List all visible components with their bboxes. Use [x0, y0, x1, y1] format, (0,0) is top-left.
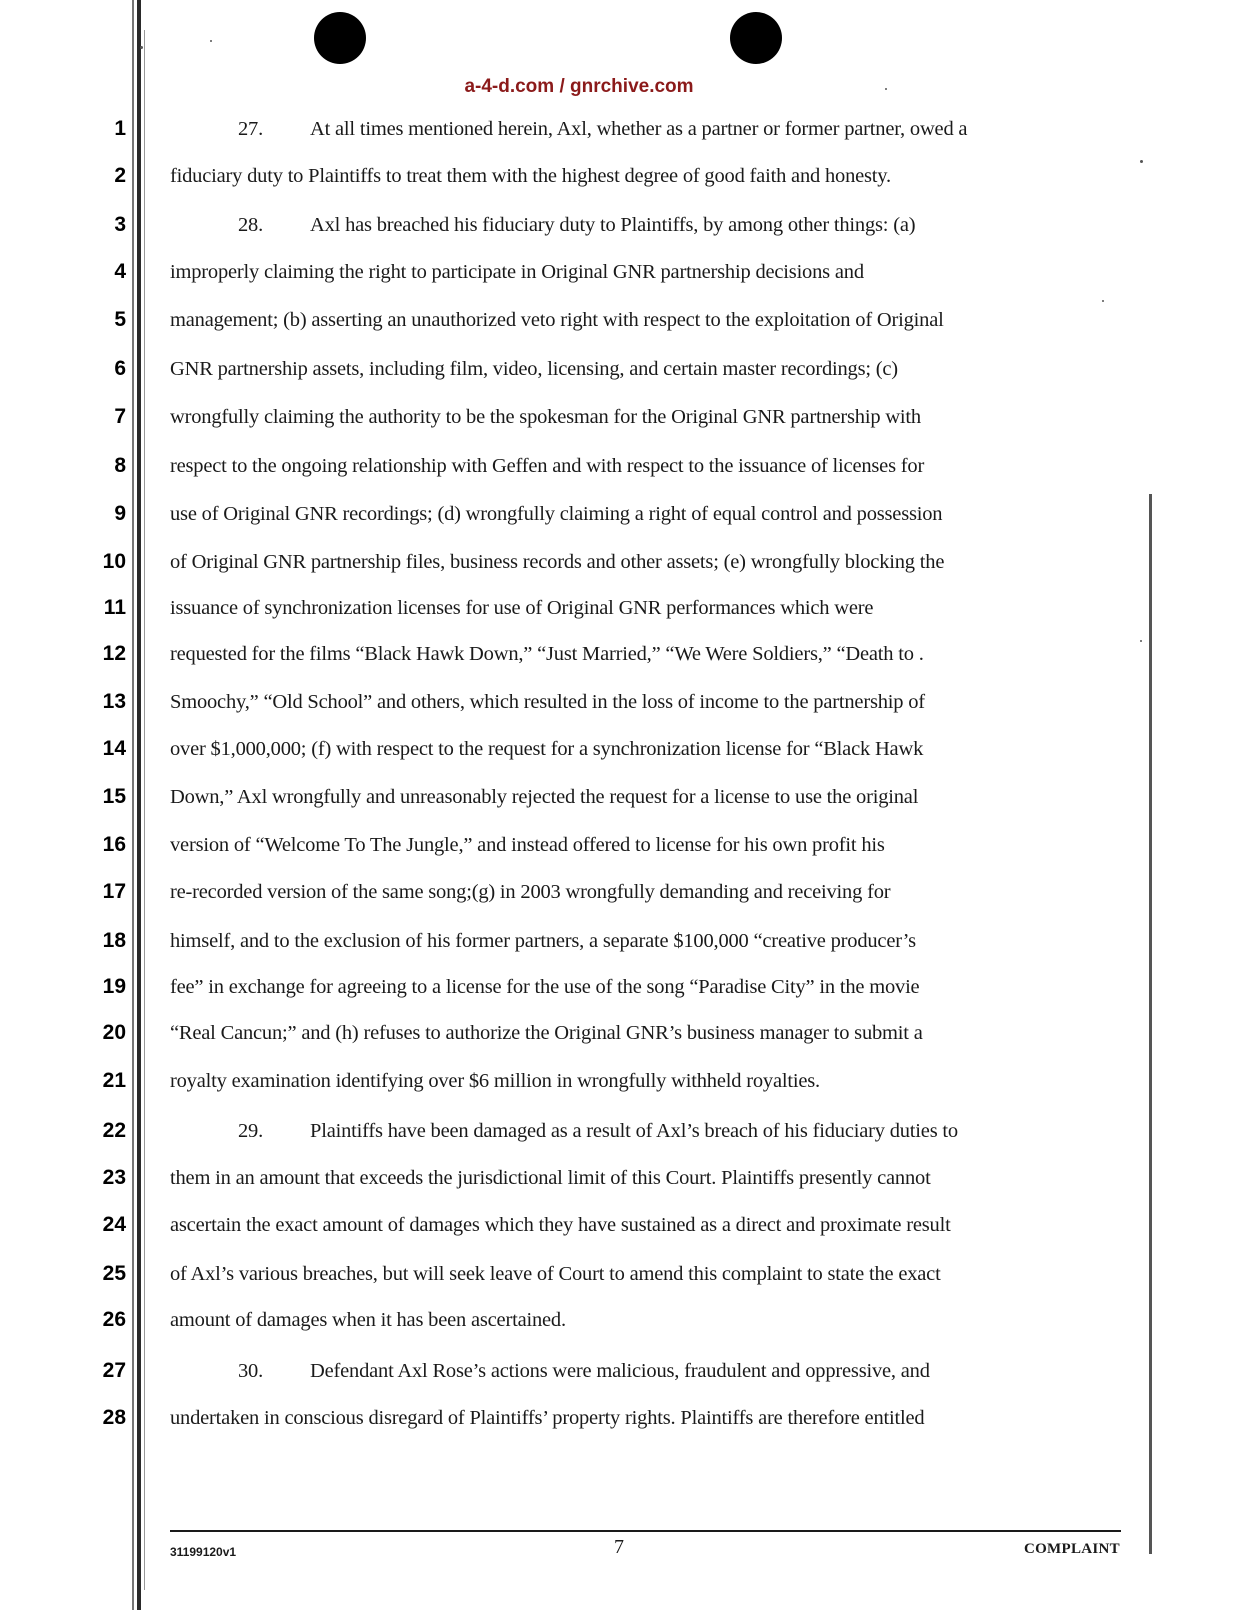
watermark: a-4-d.com / gnrchive.com [464, 76, 694, 97]
margin-rule [132, 0, 134, 1610]
line-number: 1 [114, 117, 126, 140]
text-line-5: management; (b) asserting an unauthorized veto right with respect to the exploitation of Original [170, 309, 944, 331]
paragraph-number: 27. [238, 118, 264, 140]
paragraph-number: 28. [238, 214, 264, 236]
line-number: 11 [103, 596, 126, 619]
text-line-11: issuance of synchronization licenses for use of Original GNR performances which were [170, 597, 874, 619]
line-number: 3 [114, 213, 126, 236]
line-number: 9 [114, 502, 126, 525]
text-line-3: 28. Axl has breached his fiduciary duty to Plaintiffs, by among other things: (a) [238, 214, 916, 236]
margin-rule [137, 0, 141, 1610]
line-number: 15 [102, 785, 126, 808]
footer-title: COMPLAINT [1023, 1541, 1120, 1557]
text-line-4: improperly claiming the right to participate in Original GNR partnership decisions and [170, 261, 864, 283]
text-line-26: amount of damages when it has been ascertained. [170, 1309, 566, 1331]
text-line-21: royalty examination identifying over $6 million in wrongfully withheld royalties. [170, 1070, 820, 1092]
text-line-24: ascertain the exact amount of damages which they have sustained as a direct and proximate result [170, 1214, 951, 1236]
line-number: 16 [102, 833, 126, 856]
text-line-19: fee” in exchange for agreeing to a license for the use of the song “Paradise City” in the movie [170, 976, 920, 998]
line-number: 12 [102, 642, 126, 665]
line-number: 10 [102, 550, 126, 573]
punch-hole [730, 12, 782, 64]
line-number: 28 [102, 1406, 126, 1429]
text-line-17: re-recorded version of the same song;(g) in 2003 wrongfully demanding and receiving for [170, 881, 891, 903]
line-number: 4 [114, 260, 126, 283]
text-line-10: of Original GNR partnership files, business records and other assets; (e) wrongfully blocking the [170, 551, 945, 573]
line-number: 26 [102, 1308, 126, 1331]
line-number: 23 [102, 1166, 126, 1189]
line-number: 13 [102, 690, 126, 713]
text-line-15: Down,” Axl wrongfully and unreasonably rejected the request for a license to use the original [170, 786, 919, 808]
footer-doc-id: 31199120v1 [170, 1545, 237, 1559]
text-line-2: fiduciary duty to Plaintiffs to treat them with the highest degree of good faith and honesty. [170, 165, 891, 187]
text-line-22: 29. Plaintiffs have been damaged as a result of Axl’s breach of his fiduciary duties to [238, 1120, 958, 1142]
text-line-7: wrongfully claiming the authority to be the spokesman for the Original GNR partnership with [170, 406, 921, 428]
line-number: 20 [102, 1021, 126, 1044]
text-line-8: respect to the ongoing relationship with Geffen and with respect to the issuance of licenses for [170, 455, 925, 477]
text-line-23: them in an amount that exceeds the jurisdictional limit of this Court. Plaintiffs presently cannot [170, 1167, 931, 1189]
footer-rule [170, 1530, 1121, 1532]
text-line-9: use of Original GNR recordings; (d) wrongfully claiming a right of equal control and possession [170, 503, 943, 525]
text-line-14: over $1,000,000; (f) with respect to the request for a synchronization license for “Black Hawk [170, 738, 924, 760]
line-number: 22 [102, 1119, 126, 1142]
right-margin-rule [1149, 494, 1152, 1554]
text-line-6: GNR partnership assets, including film, video, licensing, and certain master recordings; (c) [170, 358, 898, 380]
line-number: 19 [102, 975, 126, 998]
line-number: 18 [102, 929, 126, 952]
line-number: 24 [102, 1213, 126, 1236]
text-line-28: undertaken in conscious disregard of Plaintiffs’ property rights. Plaintiffs are therefore entitled [170, 1407, 925, 1429]
text-line-13: Smoochy,” “Old School” and others, which resulted in the loss of income to the partnership of [170, 691, 925, 713]
line-number: 25 [102, 1262, 126, 1285]
text-line-1: 27. At all times mentioned herein, Axl, whether as a partner or former partner, owed a [238, 118, 968, 140]
line-number: 7 [114, 405, 126, 428]
line-number: 5 [114, 308, 126, 331]
line-number: 27 [102, 1359, 126, 1382]
margin-rule [144, 30, 145, 1590]
punch-hole [314, 12, 366, 64]
paragraph-number: 29. [238, 1120, 264, 1142]
text-line-20: “Real Cancun;” and (h) refuses to authorize the Original GNR’s business manager to submit a [170, 1022, 923, 1044]
line-number: 14 [102, 737, 126, 760]
line-number: 2 [114, 164, 126, 187]
text-line-12: requested for the films “Black Hawk Down,” “Just Married,” “We Were Soldiers,” “Death to . [170, 643, 924, 665]
line-number: 6 [114, 357, 126, 380]
line-number: 17 [102, 880, 126, 903]
text-line-18: himself, and to the exclusion of his former partners, a separate $100,000 “creative producer’s [170, 930, 916, 952]
line-number: 21 [102, 1069, 126, 1092]
text-line-27: 30. Defendant Axl Rose’s actions were malicious, fraudulent and oppressive, and [238, 1360, 930, 1382]
page-number: 7 [614, 1536, 624, 1558]
line-number: 8 [114, 454, 126, 477]
paragraph-number: 30. [238, 1360, 264, 1382]
text-line-16: version of “Welcome To The Jungle,” and instead offered to license for his own profit his [170, 834, 885, 856]
text-line-25: of Axl’s various breaches, but will seek leave of Court to amend this complaint to state the exact [170, 1263, 941, 1285]
